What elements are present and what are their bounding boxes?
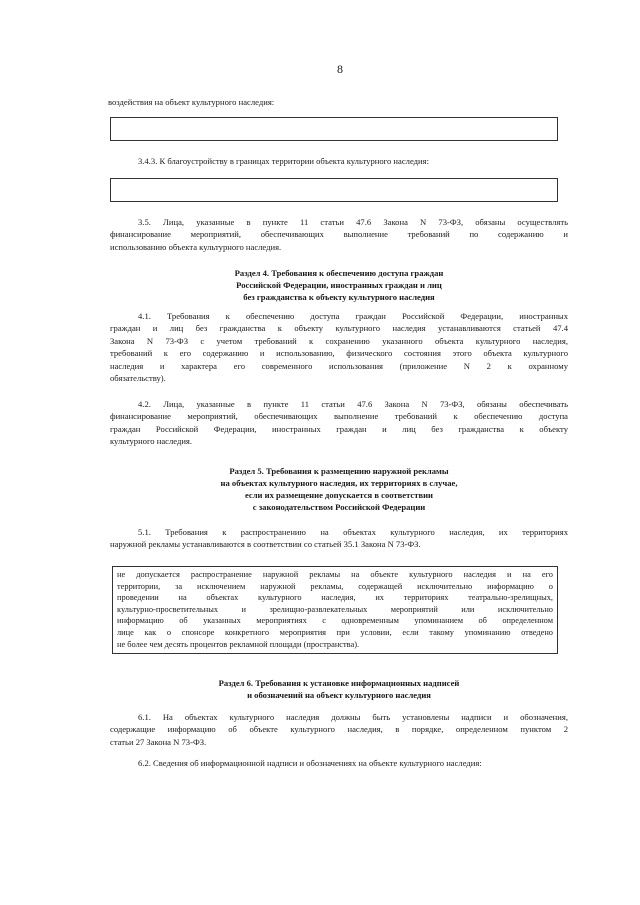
text-line: 3.5. Лица, указанные в пункте 11 статьи 47.6 Закона N 73-ФЗ, обязаны осуществлять xyxy=(138,217,568,227)
text-line: 4.1. Требования к обеспечению доступа граждан Российской Федерации, иностранных xyxy=(138,311,568,321)
text-line: 4.2. Лица, указанные в пункте 11 статьи 47.6 Закона N 73-ФЗ, обязаны обеспечивать xyxy=(138,399,568,409)
box-line: территории, за исключением наружной рекламы, содержащей исключительно информацию о xyxy=(117,581,553,591)
heading-line: Раздел 5. Требования к размещению наружной рекламы xyxy=(229,466,449,476)
heading-line: с законодательством Российской Федерации xyxy=(252,502,426,512)
heading-line: если их размещение допускается в соответствии xyxy=(244,490,434,500)
text-line: статьи 27 Закона N 73-ФЗ. xyxy=(110,736,207,747)
text-line: 5.1. Требования к распространению на объектах культурного наследия, их территориях xyxy=(138,527,568,537)
section-6-heading xyxy=(110,677,568,701)
paragraph-6-1 xyxy=(110,711,568,748)
item-6-2: 6.2. Сведения об информационной надписи и обозначениях на объекте культурного наследия: xyxy=(138,758,482,768)
page-number: 8 xyxy=(337,62,343,76)
empty-field-box-1 xyxy=(110,117,558,141)
advertising-restriction-box xyxy=(112,566,558,654)
text-line: наружной рекламы устанавливаются в соответствии со статьей 35.1 Закона N 73-ФЗ. xyxy=(110,539,421,550)
text-line: культурного наследия. xyxy=(110,436,193,447)
heading-line: без гражданства к объекту культурного наследия xyxy=(243,292,435,302)
text-line: требований к его содержанию и использованию, физического состояния этого объекта культурного xyxy=(110,348,568,359)
empty-field-box-2 xyxy=(110,178,558,202)
text-line: использованию объекта культурного наследия. xyxy=(110,241,282,252)
box-line: не допускается распространение наружной рекламы на объекте культурного наследия и на его xyxy=(117,570,553,579)
text-line: содержащие информацию об объекте культурного наследия, в порядке, определенном пунктом 2 xyxy=(110,724,568,735)
box-line: проведении на объектах культурного наследия, их территориях театрально-зрелищных, xyxy=(117,593,553,603)
paragraph-5-1 xyxy=(110,526,568,551)
heading-line: и обозначений на объект культурного наследия xyxy=(247,690,431,700)
box-line: лице как о спонсоре конкретного мероприятия при условии, если такому упоминанию отведено xyxy=(117,627,553,637)
heading-line: Российской Федерации, иностранных граждан и лиц xyxy=(236,280,442,290)
intro-line: воздействия на объект культурного наследия: xyxy=(108,97,275,107)
text-line: обязательству). xyxy=(110,373,166,384)
paragraph-4-1 xyxy=(110,310,568,384)
text-line: финансирование мероприятий, обеспечивающих выполнение требований к обеспечению доступа xyxy=(110,411,568,422)
box-line: не более чем десять процентов рекламной площади (пространства). xyxy=(117,639,360,649)
paragraph-3-5 xyxy=(110,216,568,253)
heading-line: Раздел 6. Требования к установке информационных надписей xyxy=(218,678,460,688)
text-line: 6.1. На объектах культурного наследия должны быть установлены надписи и обозначения, xyxy=(138,712,568,722)
box-line: информацию об указанных мероприятиях с одновременным упоминанием об определенном xyxy=(117,616,553,626)
heading-line: на объектах культурного наследия, их территориях в случае, xyxy=(220,478,458,488)
heading-line: Раздел 4. Требования к обеспечению доступа граждан xyxy=(234,268,444,278)
text-line: Закона N 73-ФЗ с учетом требований к сохранению указанного объекта культурного наследия, xyxy=(110,335,568,346)
box-line: культурно-просветительных и зрелищно-развлекательных мероприятий или исключительно xyxy=(117,604,553,614)
text-line: граждан и лиц без гражданства к объекту культурного наследия устанавливаются статьей 47.4 xyxy=(110,323,568,334)
section-5-heading xyxy=(110,465,568,513)
text-line: граждан Российской Федерации, иностранных граждан и лиц без гражданства к объекту xyxy=(110,423,568,434)
text-line: наследия и характера его современного использования (приложение N 2 к охранному xyxy=(110,360,568,371)
paragraph-4-2 xyxy=(110,398,568,448)
section-4-heading xyxy=(110,267,568,303)
item-3-4-3: 3.4.3. К благоустройству в границах территории объекта культурного наследия: xyxy=(138,156,429,166)
text-line: финансирование мероприятий, обеспечивающих выполнение требований по содержанию и xyxy=(110,229,568,240)
